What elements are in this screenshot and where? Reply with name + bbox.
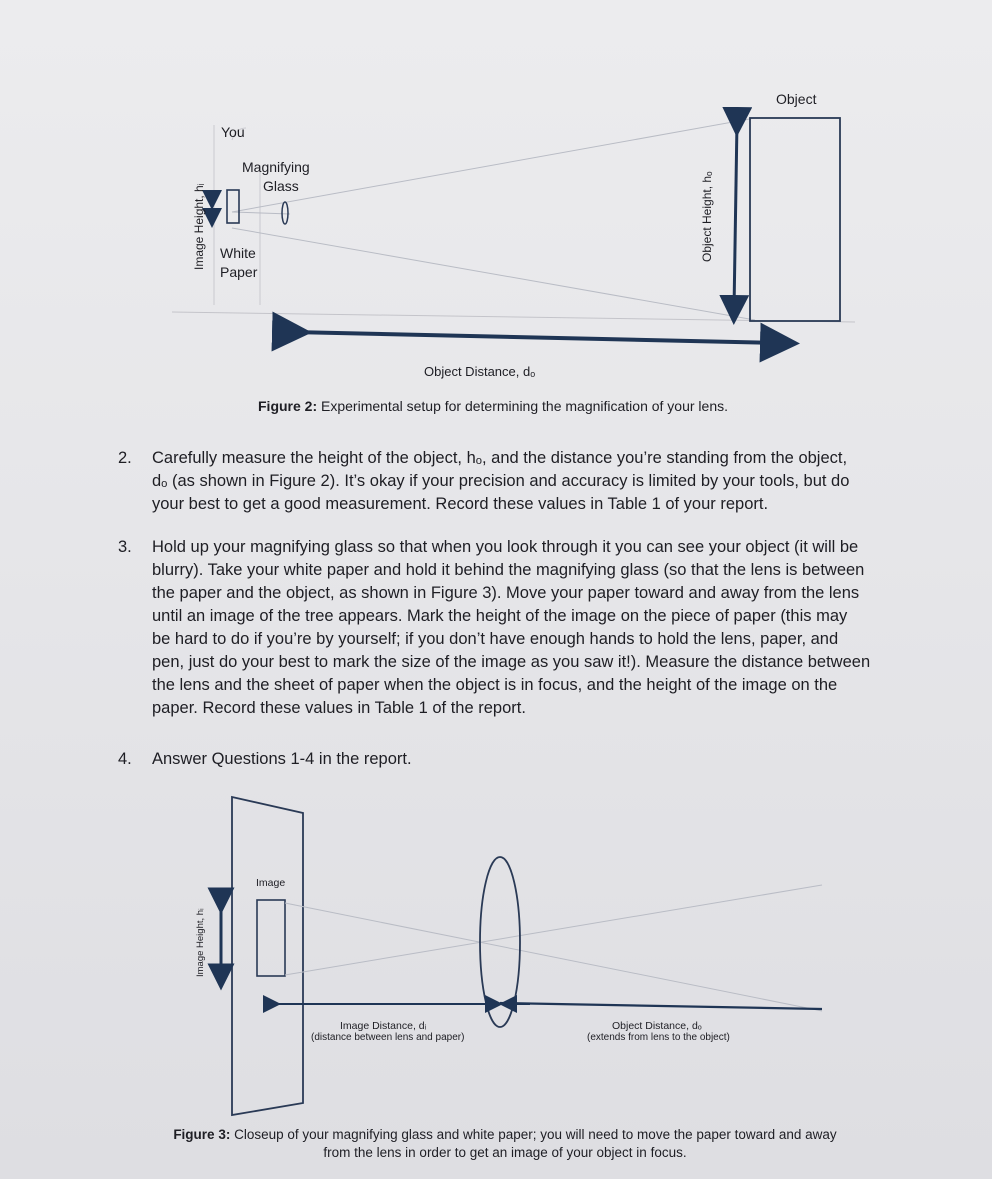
label-object-height: Object Height, hₒ [700, 171, 714, 262]
step-4 [118, 748, 948, 771]
label-object-distance-note: (extends from lens to the object) [587, 1032, 730, 1043]
step-3-line: Hold up your magnifying glass so that when you look through it you can see your object (it will be [152, 538, 859, 556]
label-image-distance-note: (distance between lens and paper) [311, 1032, 465, 1043]
step-3-line: until an image of the tree appears. Mark the height of the image on the piece of paper (this may [152, 607, 848, 625]
label-image-height: Image Height, hᵢ [195, 908, 206, 977]
step-2-line: Carefully measure the height of the object, hₒ, and the distance you’re standing from the object, [152, 449, 848, 467]
label-paper: Paper [220, 264, 258, 280]
step-3 [118, 536, 948, 720]
label-object-distance: Object Distance, dₒ [424, 364, 536, 379]
figure-3-caption-line: from the lens in order to get an image of your object in focus. [323, 1145, 687, 1160]
step-2-line: dₒ (as shown in Figure 2). It’s okay if your precision and accuracy is limited by your tools, but do [152, 472, 850, 490]
label-magnifying: Magnifying [242, 159, 310, 175]
figure-3-caption-bold: Figure 3: [173, 1127, 231, 1142]
step-2-line: your best to get a good measurement. Record these values in Table 1 of your report. [152, 495, 769, 513]
figure-3-caption [110, 1126, 900, 1162]
step-3-line: pen, just do your best to mark the size of the image as you saw it!). Measure the distance between [152, 653, 871, 671]
lens [480, 857, 520, 1027]
step-3-line: paper. Record these values in Table 1 of the report. [152, 699, 526, 717]
light-ray [232, 118, 755, 212]
light-ray [285, 903, 822, 1011]
label-object: Object [776, 91, 817, 107]
object-distance-arrow [292, 332, 780, 343]
step-number: 4. [118, 750, 132, 768]
label-white: White [220, 245, 256, 261]
object-rectangle [750, 118, 840, 321]
image-rectangle [257, 900, 285, 976]
magnifying-lens [282, 202, 288, 224]
label-you: You [221, 124, 245, 140]
paper-plane [232, 797, 303, 1115]
figure-2-caption-text: Experimental setup for determining the magnification of your lens. [317, 398, 729, 414]
step-4-line: Answer Questions 1-4 in the report. [152, 750, 412, 768]
figure-3-caption-text: Closeup of your magnifying glass and white paper; you will need to move the paper toward and away [230, 1127, 837, 1142]
figure-3-diagram [0, 785, 992, 1125]
step-3-line: blurry). Take your white paper and hold it behind the magnifying glass (so that the lens is between [152, 561, 865, 579]
object-height-arrow [734, 122, 737, 310]
step-3-line: the paper and the object, as shown in Figure 3). Move your paper toward and away from the lens [152, 584, 860, 602]
light-ray [285, 885, 822, 975]
label-object-distance: Object Distance, dₒ [612, 1020, 702, 1032]
label-image-height: Image Height, hᵢ [192, 183, 206, 270]
label-image: Image [256, 877, 286, 889]
optical-axis [500, 1003, 822, 1009]
figure-2-caption-bold: Figure 2: [258, 398, 318, 414]
figure-3-caption-line [110, 1126, 900, 1144]
figure-2-diagram [0, 0, 992, 379]
step-number: 2. [118, 449, 132, 467]
white-paper [227, 190, 239, 223]
label-image-distance: Image Distance, dᵢ [340, 1020, 427, 1032]
step-3-line: be hard to do if you’re by yourself; if you don’t have enough hands to hold the lens, paper, and [152, 630, 839, 648]
label-glass: Glass [263, 178, 299, 194]
step-2 [118, 447, 948, 516]
step-3-line: the lens and the sheet of paper when the object is in focus, and the height of the image on the [152, 676, 838, 694]
step-number: 3. [118, 538, 132, 556]
figure-2-caption [258, 398, 728, 414]
light-ray [232, 228, 755, 320]
